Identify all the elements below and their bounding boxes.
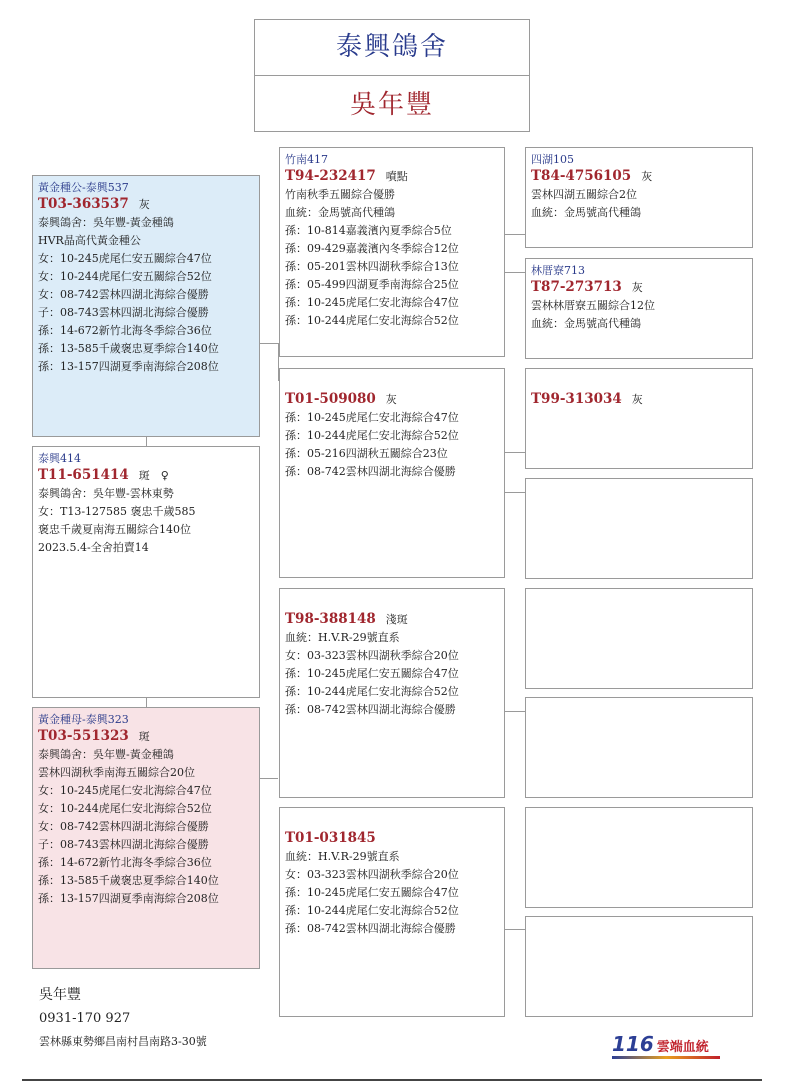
pedigree-title-box — [254, 19, 530, 132]
info-line: 孫：08-742雲林四湖北海綜合優勝 — [285, 703, 456, 716]
info-line: 泰興鴿舍：吳年豐-黃金種鴿 — [38, 216, 174, 229]
bird-color: 噴點 — [385, 170, 408, 183]
connector — [505, 272, 525, 273]
bird-name: 四湖105 — [531, 153, 574, 166]
ring-number: T98-388148 — [285, 611, 376, 627]
info-line: 孫：10-245虎尾仁安北海綜合47位 — [285, 296, 459, 309]
great-grandparent-card-empty — [525, 588, 753, 689]
great-grandparent-card-empty — [525, 807, 753, 908]
logo-text: 雲端血統 — [656, 1040, 709, 1055]
info-line: 孫：10-244虎尾仁安北海綜合52位 — [285, 904, 459, 917]
bird-name: 黃金種公-泰興537 — [38, 181, 129, 194]
info-line: 雲林林厝寮五關綜合12位 — [531, 299, 655, 312]
ring-number: T03-363537 — [38, 196, 129, 212]
contact-info — [39, 985, 207, 1051]
bird-name: 竹南417 — [285, 153, 328, 166]
info-line: 女：03-323雲林四湖秋季綜合20位 — [285, 649, 459, 662]
connector — [505, 711, 525, 712]
info-line: 孫：13-585千歲褒忠夏季綜合140位 — [38, 874, 219, 887]
info-line: 女：10-244虎尾仁安五關綜合52位 — [38, 270, 212, 283]
great-grandparent-card-empty — [525, 697, 753, 798]
info-line: 2023.5.4-全舍拍賣14 — [38, 541, 149, 554]
great-grandparent-card — [525, 147, 753, 248]
ring-number: T84-4756105 — [531, 168, 632, 184]
ring-number: T11-651414 — [38, 467, 129, 483]
contact-address: 雲林縣東勢鄉昌南村昌南路3-30號 — [39, 1035, 207, 1048]
ring-number: T01-031845 — [285, 830, 376, 846]
info-line: 子：08-743雲林四湖北海綜合優勝 — [38, 306, 209, 319]
granddam-paternal-card — [279, 368, 505, 578]
great-grandparent-card-empty — [525, 916, 753, 1017]
info-line: 女：10-244虎尾仁安北海綜合52位 — [38, 802, 212, 815]
subject-card — [32, 446, 260, 698]
info-line: 孫：14-672新竹北海冬季綜合36位 — [38, 856, 212, 869]
info-line: 孫：08-742雲林四湖北海綜合優勝 — [285, 922, 456, 935]
ring-number: T87-273713 — [531, 279, 622, 295]
contact-phone: 0931-170 927 — [39, 1011, 131, 1026]
grandsire-paternal-card — [279, 147, 505, 357]
connector — [146, 698, 147, 707]
bird-color: 淺斑 — [385, 613, 408, 626]
connector — [260, 778, 278, 779]
granddam-maternal-card — [279, 807, 505, 1017]
info-line: 孫：10-245虎尾仁安五關綜合47位 — [285, 667, 459, 680]
loft-name: 泰興鴿舍 — [255, 20, 529, 76]
info-line: 褒忠千歲夏南海五關綜合140位 — [38, 523, 191, 536]
info-line: 孫：13-157四湖夏季南海綜合208位 — [38, 892, 219, 905]
info-line: 竹南秋季五關綜合優勝 — [285, 188, 395, 201]
bird-color: 斑 — [138, 730, 150, 743]
info-line: 女：08-742雲林四湖北海綜合優勝 — [38, 820, 209, 833]
info-line: 孫：14-672新竹北海冬季綜合36位 — [38, 324, 212, 337]
logo-number: 116 — [612, 1032, 654, 1056]
connector — [505, 234, 525, 235]
ring-number: T94-232417 — [285, 168, 376, 184]
bird-name: 泰興414 — [38, 452, 81, 465]
bird-color: 灰 — [631, 393, 643, 406]
great-grandparent-card — [525, 368, 753, 469]
footer-divider — [22, 1079, 762, 1081]
bird-color: 灰 — [631, 281, 643, 294]
info-line: 孫：09-429嘉義濱內冬季綜合12位 — [285, 242, 459, 255]
brand-logo — [612, 1032, 709, 1056]
great-grandparent-card-empty — [525, 478, 753, 579]
dam-card — [32, 707, 260, 969]
bird-color: 灰 — [641, 170, 653, 183]
info-line: 泰興鴿舍：吳年豐-黃金種鴿 — [38, 748, 174, 761]
owner-name: 吳年豐 — [349, 90, 434, 120]
info-line: 孫：05-216四湖秋五關綜合23位 — [285, 447, 448, 460]
connector — [146, 437, 147, 446]
info-line: 孫：13-585千歲褒忠夏季綜合140位 — [38, 342, 219, 355]
great-grandparent-card — [525, 258, 753, 359]
info-line: 孫：05-499四湖夏季南海綜合25位 — [285, 278, 459, 291]
info-line: 血統：金馬號高代種鴿 — [285, 206, 395, 219]
info-line: 孫：10-244虎尾仁安北海綜合52位 — [285, 314, 459, 327]
info-line: 血統：金馬號高代種鴿 — [531, 317, 641, 330]
info-line: 子：08-743雲林四湖北海綜合優勝 — [38, 838, 209, 851]
bird-color: 灰 — [138, 198, 150, 211]
logo-underline — [612, 1056, 720, 1059]
info-line: 女：10-245虎尾仁安五關綜合47位 — [38, 252, 212, 265]
info-line: 孫：10-814嘉義濱內夏季綜合5位 — [285, 224, 452, 237]
bird-name: 黃金種母-泰興323 — [38, 713, 129, 726]
info-line: 孫：08-742雲林四湖北海綜合優勝 — [285, 465, 456, 478]
info-line: 雲林四湖五關綜合2位 — [531, 188, 637, 201]
bird-color: 灰 — [385, 393, 397, 406]
info-line: 血統：金馬號高代種鴿 — [531, 206, 641, 219]
info-line: 孫：10-244虎尾仁安北海綜合52位 — [285, 429, 459, 442]
info-line: 血統：H.V.R-29號直系 — [285, 631, 400, 644]
info-line: 雲林四湖秋季南海五關綜合20位 — [38, 766, 195, 779]
sire-card — [32, 175, 260, 437]
info-line: 泰興鴿舍：吳年豐-雲林東勢 — [38, 487, 174, 500]
bird-color: 斑 ♀ — [138, 469, 169, 482]
info-line: 孫：05-201雲林四湖秋季綜合13位 — [285, 260, 459, 273]
info-line: 血統：H.V.R-29號直系 — [285, 850, 400, 863]
bird-name: 林厝寮713 — [531, 264, 585, 277]
connector — [260, 343, 278, 344]
connector — [505, 492, 525, 493]
contact-owner: 吳年豐 — [39, 987, 81, 1003]
connector — [505, 929, 525, 930]
grandsire-maternal-card — [279, 588, 505, 798]
ring-number: T01-509080 — [285, 391, 376, 407]
info-line: HVR晶高代黃金種公 — [38, 234, 141, 247]
info-line: 孫：10-244虎尾仁安北海綜合52位 — [285, 685, 459, 698]
info-line: 女：10-245虎尾仁安北海綜合47位 — [38, 784, 212, 797]
info-line: 女：03-323雲林四湖秋季綜合20位 — [285, 868, 459, 881]
connector — [505, 452, 525, 453]
info-line: 女：08-742雲林四湖北海綜合優勝 — [38, 288, 209, 301]
ring-number: T03-551323 — [38, 728, 129, 744]
info-line: 孫：13-157四湖夏季南海綜合208位 — [38, 360, 219, 373]
info-line: 孫：10-245虎尾仁安北海綜合47位 — [285, 411, 459, 424]
info-line: 孫：10-245虎尾仁安五關綜合47位 — [285, 886, 459, 899]
info-line: 女：T13-127585 褒忠千歲585 — [38, 505, 196, 518]
ring-number: T99-313034 — [531, 391, 622, 407]
